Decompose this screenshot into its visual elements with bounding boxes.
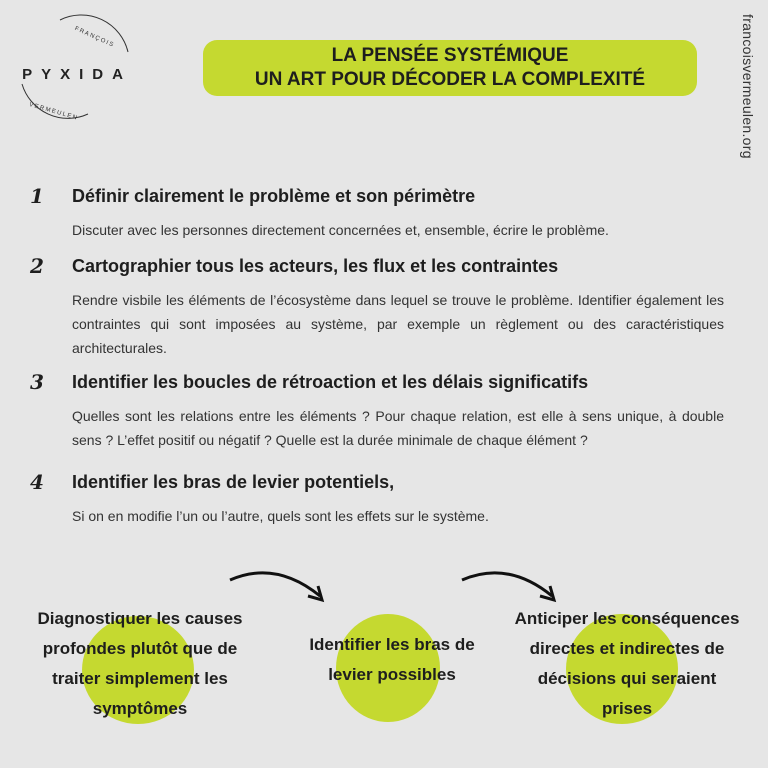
arrow-right-icon xyxy=(458,566,562,606)
logo-wordmark: PYXIDA xyxy=(22,66,132,83)
flow-item-levers: Identifier les bras de levier possibles xyxy=(309,635,475,684)
step-description: Discuter avec les personnes directement concernées et, ensemble, écrire le problème. xyxy=(72,222,609,238)
website-url: francoisvermeulen.org xyxy=(740,14,756,159)
step-number: 2 xyxy=(30,254,44,278)
title-banner xyxy=(203,40,697,96)
flow-item-diagnose: Diagnostiquer les causes profondes plutôt que de traiter simplement les symptômes xyxy=(37,609,243,718)
step-title: Définir clairement le problème et son périmètre xyxy=(72,186,476,206)
logo-bottom-text: VERMEULEN xyxy=(28,102,79,122)
arrow-right-icon xyxy=(226,566,330,606)
step-title: Identifier les bras de levier potentiels, xyxy=(72,472,395,492)
title-line-2: UN ART POUR DÉCODER LA COMPLEXITÉ xyxy=(254,69,646,90)
step-description: Si on en modifie l’un ou l’autre, quels sont les effets sur le système. xyxy=(72,508,489,524)
step-number: 3 xyxy=(30,370,44,394)
title-line-1: LA PENSÉE SYSTÉMIQUE xyxy=(331,45,569,66)
flow-item-anticipate: Anticiper les conséquences directes et indirectes de décisions qui seraient prises xyxy=(514,609,740,718)
step-title: Cartographier tous les acteurs, les flux et les contraintes xyxy=(72,256,559,276)
pyxida-logo xyxy=(10,12,138,122)
step-number: 4 xyxy=(30,470,44,494)
logo-top-text: FRANÇOIS xyxy=(73,26,116,49)
step-description: Rendre visbile les éléments de l’écosystème dans lequel se trouve le problème. Identifier également les contraintes qui sont imposées au système, par exemple un règlement ou des caractéristiques architecturales. xyxy=(72,292,724,356)
step-description: Quelles sont les relations entre les éléments ? Pour chaque relation, est elle à sens unique, à double sens ? L’effet positif ou négatif ? Quelle est la durée minimale de chaque élément ? xyxy=(72,408,724,448)
step-title: Identifier les boucles de rétroaction et les délais significatifs xyxy=(72,372,589,392)
step-number: 1 xyxy=(30,184,44,208)
